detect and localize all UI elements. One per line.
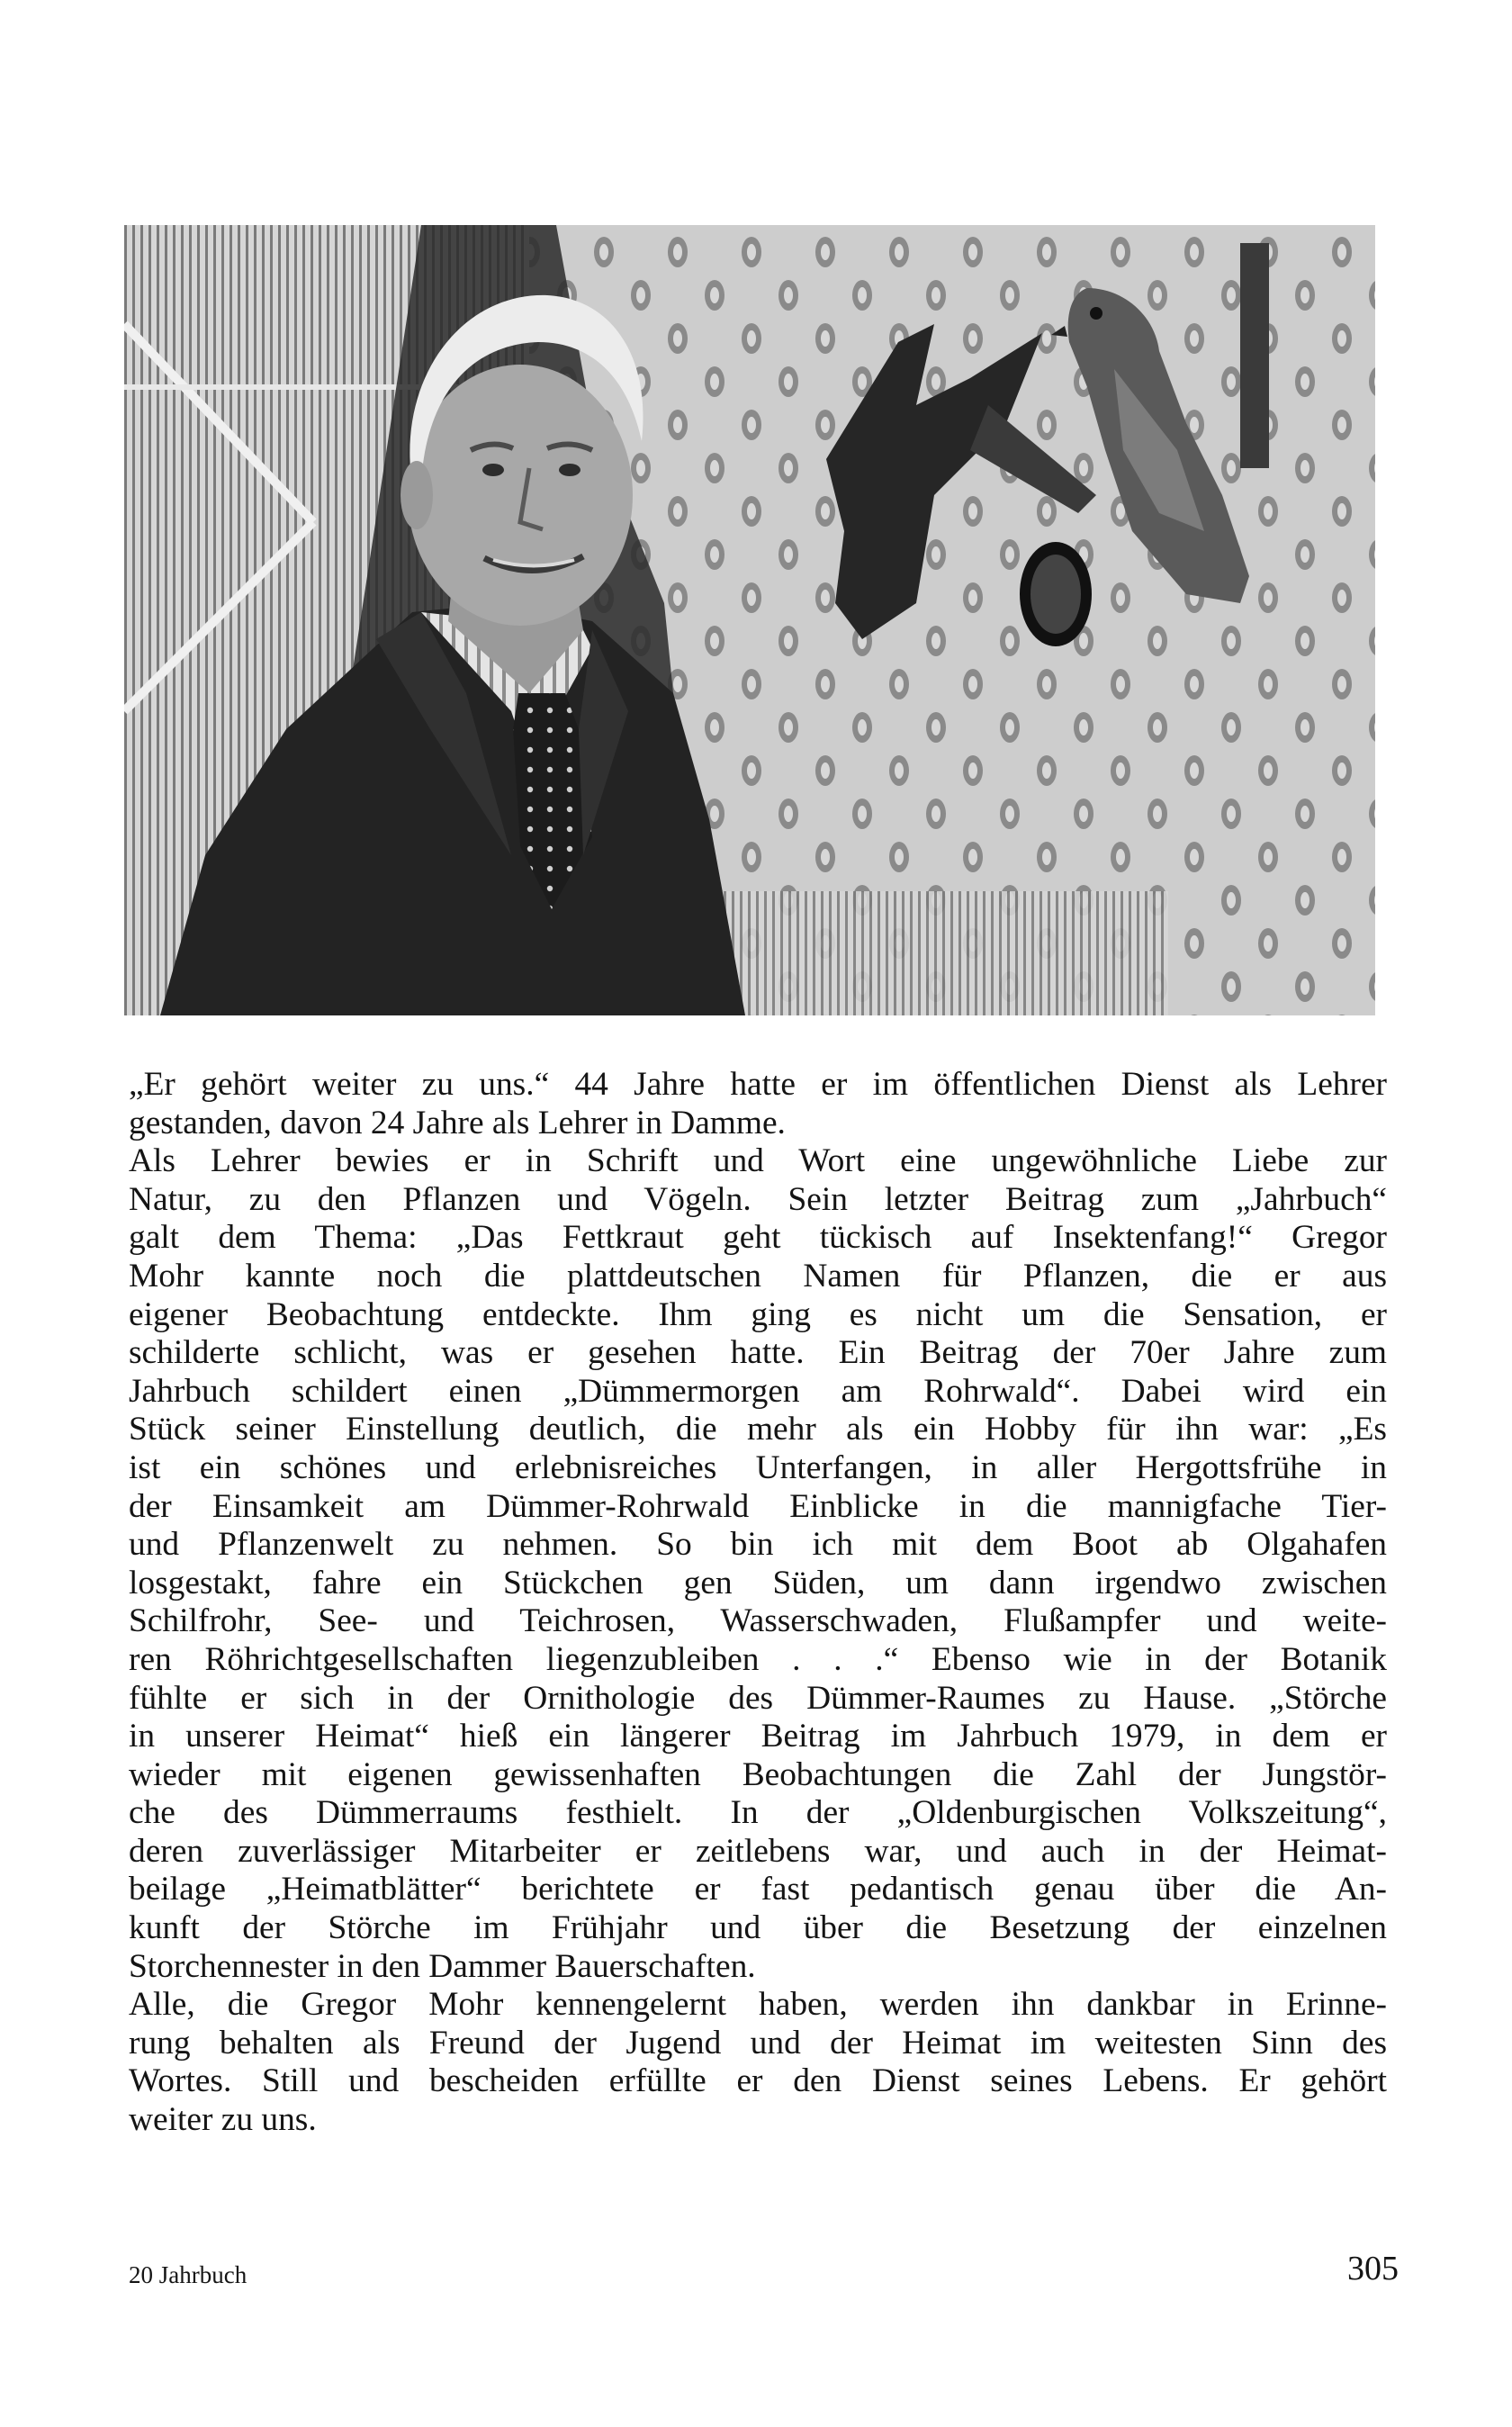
text-line: ist ein schönes und erlebnisreiches Unterfangen, in aller Hergottsfrühe in (129, 1448, 1387, 1486)
text-line: galt dem Thema: „Das Fettkraut geht tückisch auf Insektenfang!“ Gregor (129, 1219, 1387, 1257)
text-line: und Pflanzenwelt zu nehmen. So bin ich mit dem Boot ab Olgahafen (129, 1526, 1387, 1564)
text-line: Stück seiner Einstellung deutlich, die mehr als ein Hobby für ihn war: „Es (129, 1411, 1387, 1448)
text-line: Alle, die Gregor Mohr kennengelernt haben, werden ihn dankbar in Erinne- (129, 1986, 1387, 2024)
text-line: weiter zu uns. (129, 2101, 317, 2139)
text-line: fühlte er sich in der Ornithologie des Dümmer-Raumes zu Hause. „Störche (129, 1679, 1387, 1717)
text-line: kunft der Störche im Frühjahr und über die Besetzung der einzelnen (129, 1909, 1387, 1947)
text-line: Wortes. Still und bescheiden erfüllte er den Dienst seines Lebens. Er gehört (129, 2062, 1387, 2100)
text-line: ren Röhrichtgesellschaften liegenzubleiben . . .“ Ebenso wie in der Botanik (129, 1640, 1387, 1678)
text-line: gestanden, davon 24 Jahre als Lehrer in Damme. (129, 1104, 786, 1141)
text-line: beilage „Heimatblätter“ berichtete er fast pedantisch genau über die An- (129, 1871, 1387, 1908)
text-line: che des Dümmerraums festhielt. In der „Oldenburgischen Volkszeitung“, (129, 1794, 1387, 1832)
text-line: Schilfrohr, See- und Teichrosen, Wasserschwaden, Flußampfer und weite- (129, 1602, 1387, 1640)
text-line: der Einsamkeit am Dümmer-Rohrwald Einblicke in die mannigfache Tier- (129, 1487, 1387, 1525)
article-body (129, 1066, 1387, 2140)
portrait-photo (124, 225, 1375, 1015)
text-line: Mohr kannte noch die plattdeutschen Namen für Pflanzen, die er aus (129, 1257, 1387, 1295)
text-line: „Er gehört weiter zu uns.“ 44 Jahre hatte er im öffentlichen Dienst als Lehrer (129, 1066, 1387, 1103)
text-line: schilderte schlicht, was er gesehen hatte. Ein Beitrag der 70er Jahre zum (129, 1334, 1387, 1372)
signature-mark: 20 Jahrbuch (129, 2261, 248, 2288)
page-number: 305 (1347, 2250, 1399, 2287)
paragraph-3 (129, 1986, 1387, 2139)
text-line: eigener Beobachtung entdeckte. Ihm ging es nicht um die Sensation, er (129, 1295, 1387, 1333)
text-line: Jahrbuch schildert einen „Dümmermorgen am Rohrwald“. Dabei wird ein (129, 1372, 1387, 1410)
text-line: rung behalten als Freund der Jugend und der Heimat im weitesten Sinn des (129, 2024, 1387, 2062)
paragraph-1 (129, 1066, 1387, 1142)
text-line: Als Lehrer bewies er in Schrift und Wort eine ungewöhnliche Liebe zur (129, 1142, 1387, 1180)
text-line: wieder mit eigenen gewissenhaften Beobachtungen die Zahl der Jungstör- (129, 1755, 1387, 1793)
text-line: Natur, zu den Pflanzen und Vögeln. Sein letzter Beitrag zum „Jahrbuch“ (129, 1180, 1387, 1218)
text-line: in unserer Heimat“ hieß ein längerer Beitrag im Jahrbuch 1979, in dem er (129, 1718, 1387, 1755)
text-line: deren zuverlässiger Mitarbeiter er zeitlebens war, und auch in der Heimat- (129, 1832, 1387, 1870)
text-line: losgestakt, fahre ein Stückchen gen Süden, um dann irgendwo zwischen (129, 1564, 1387, 1601)
paragraph-2 (129, 1142, 1387, 1986)
text-line: Storchennester in den Dammer Bauerschaften. (129, 1947, 756, 1985)
